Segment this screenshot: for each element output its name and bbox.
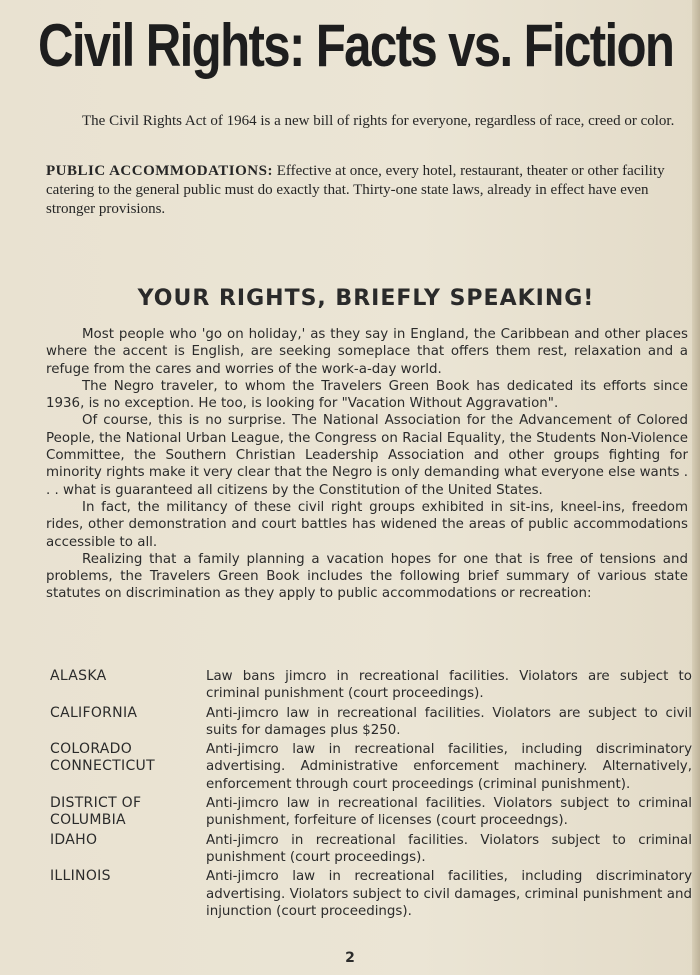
section-title: YOUR RIGHTS, BRIEFLY SPEAKING! xyxy=(137,286,595,311)
statute-row xyxy=(50,668,692,703)
paragraph: Of course, this is no surprise. The National Association for the Advancement of Colored People, the National Urban League, the Congress on Racial Equality, the Students Non-Violence Committee, the Southern Christian Leadership Association and other groups fighting for minority rights make it very clear that the Negro is only demanding what everyone else wants . . . what is guaranteed all citizens by the Constitution of the United States. xyxy=(46,413,688,498)
paragraph: Most people who 'go on holiday,' as they say in England, the Caribbean and other places where the accent is English, are seeking someplace that offers them rest, relaxation and a refuge from the cares and worries of the work-a-day world. xyxy=(46,327,688,377)
statute-text: Anti-jimcro law in recreational facilities, including discriminatory advertising. Violators subject to civil damages, criminal punishment and injunction (court proceedings). xyxy=(206,869,692,919)
statute-row xyxy=(50,832,692,867)
state-name: ILLINOIS xyxy=(50,868,111,885)
statute-row xyxy=(50,705,692,740)
paragraph: The Negro traveler, to whom the Travelers Green Book has dedicated its efforts since 1936, is no exception. He too, is looking for "Vacation Without Aggravation". xyxy=(46,378,688,412)
paragraph: Realizing that a family planning a vacation hopes for one that is free of tensions and problems, the Travelers Green Book includes the following brief summary of various state statutes on discrimination as they apply to public accommodations or recreation: xyxy=(46,551,688,602)
statutes-list xyxy=(50,668,692,922)
state-name: CALIFORNIA xyxy=(50,704,138,721)
headline: Civil Rights: Facts vs. Fiction xyxy=(38,12,674,79)
page-number: 2 xyxy=(345,950,355,966)
public-accommodations-text: Effective at once, every hotel, restaurant, theater or other facility catering to the general public must do exactly that. Thirty-one state laws, already in effect have even stronger provisions. xyxy=(46,163,665,217)
statute-text: Anti-jimcro law in recreational facilities. Violators are subject to civil suits for damages plus $250. xyxy=(206,705,692,738)
paragraph: In fact, the militancy of these civil right groups exhibited in sit-ins, kneel-ins, freedom rides, other demonstration and court battles has widened the areas of public accommodations accessible to all. xyxy=(46,499,688,550)
statute-text: Law bans jimcro in recreational facilities. Violators are subject to criminal punishment (court proceedings). xyxy=(206,669,692,702)
statute-text: Anti-jimcro law in recreational facilities, including discriminatory advertising. Administrative enforcement machinery. Alternatively, enforcement through court proceedings (criminal punishment). xyxy=(206,742,692,792)
state-name: ALASKA xyxy=(50,668,107,684)
state-name: DISTRICT OF COLUMBIA xyxy=(50,795,142,829)
body-text xyxy=(46,326,688,603)
public-accommodations-label: PUBLIC ACCOMMODATIONS: xyxy=(46,163,273,179)
state-name: COLORADO CONNECTICUT xyxy=(50,741,155,775)
state-name: IDAHO xyxy=(50,831,98,848)
statute-row xyxy=(50,741,692,793)
statute-row xyxy=(50,795,692,830)
statute-row xyxy=(50,868,692,920)
page-edge xyxy=(692,0,700,975)
intro-paragraph: The Civil Rights Act of 1964 is a new bill of rights for everyone, regardless of race, creed or color. xyxy=(82,113,675,129)
statute-text: Anti-jimcro law in recreational facilities. Violators subject to criminal punishment, forfeiture of licenses (court proceedngs). xyxy=(206,796,692,829)
public-accommodations-paragraph xyxy=(46,162,686,219)
statute-text: Anti-jimcro in recreational facilities. Violators subject to criminal punishment (court proceedings). xyxy=(206,832,692,865)
